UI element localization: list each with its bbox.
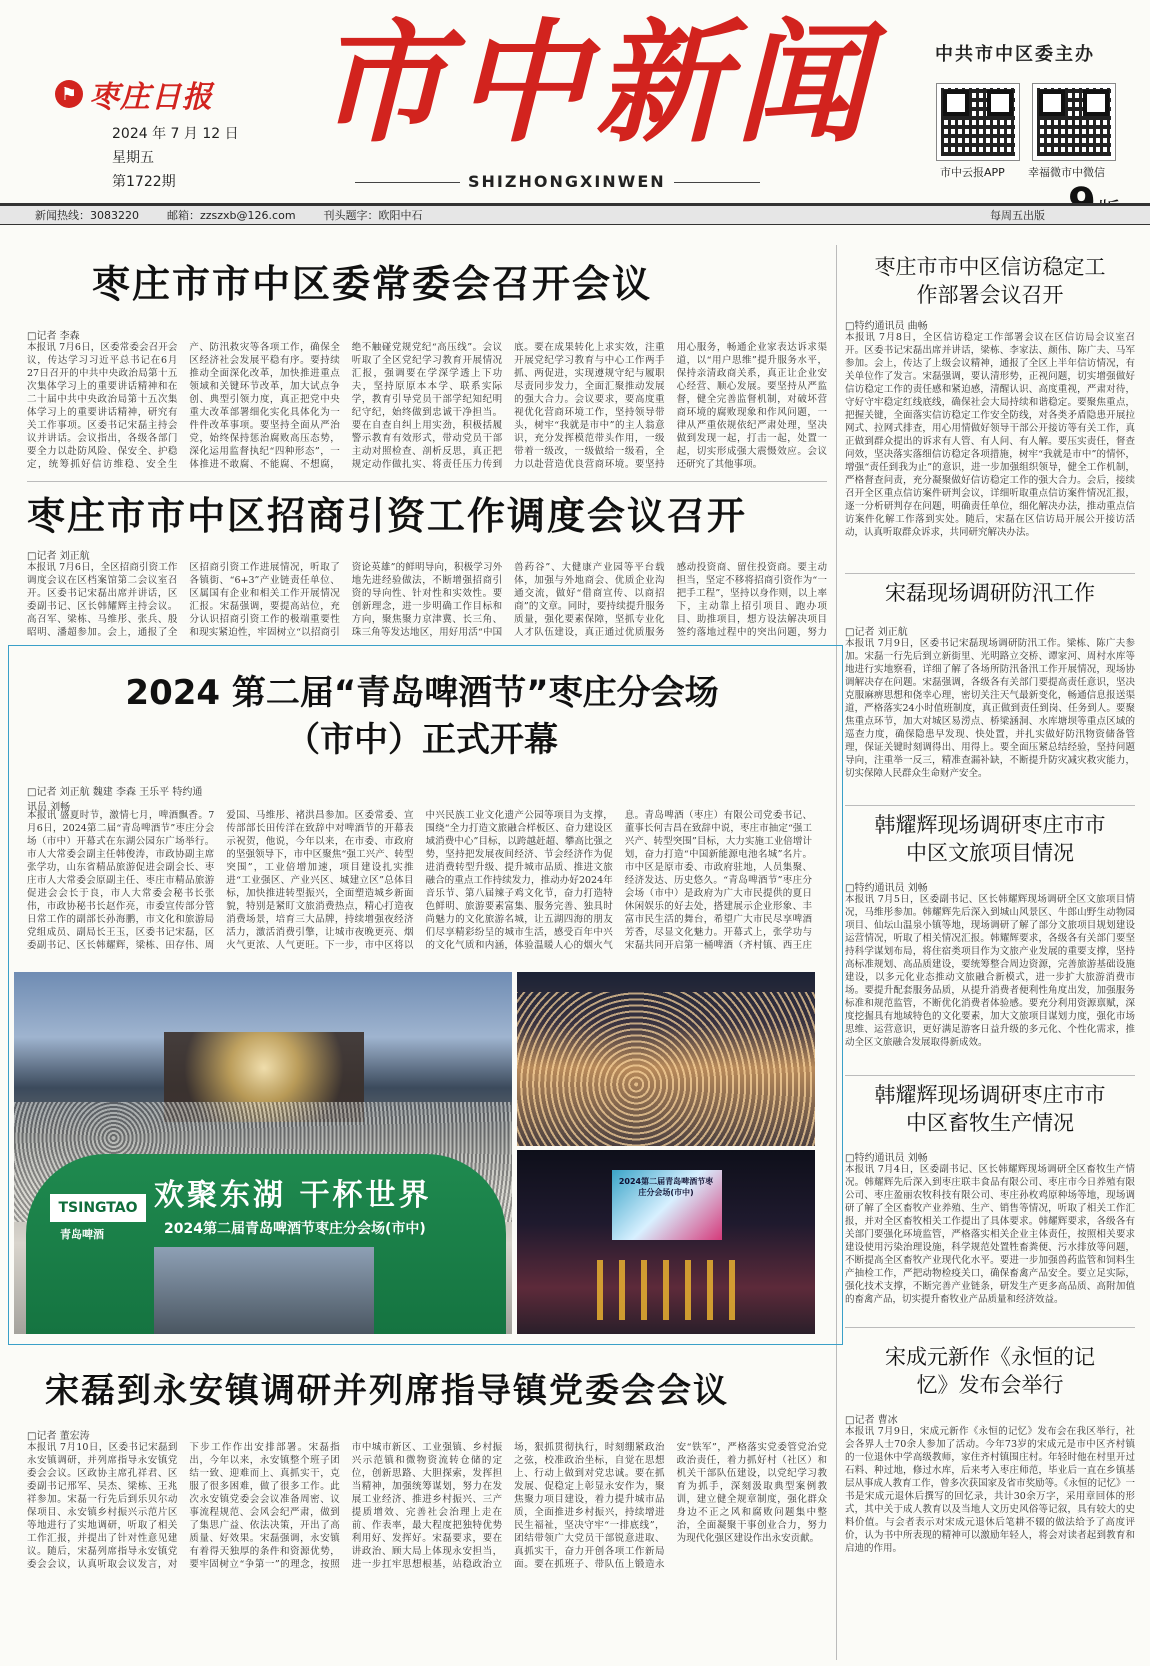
side5-byline: □记者 曹冰 [845,1415,898,1426]
newspaper-pinyin: SHIZHONGXINWEN [460,172,674,191]
tsingtao-logo-sub: 青岛啤酒 [60,1228,104,1241]
date-block [112,122,239,194]
daily-logo-icon: ⚑ [55,80,83,108]
issue-number: 第1722期 [112,174,176,190]
qr2-label: 幸福微市中微信 [1028,166,1105,179]
side5-body: 本报讯 7月9日，宋成元新作《永恒的记忆》发布会在我区举行，社会各界人士70余人参加了活动。今年73岁的宋成元是市中区齐村镇的一位退休中学高级教师，家住齐村镇围庄村。年轻时他在村里开过石料、种过地，修过水库，后来考入枣庄师范，毕业后一直在乡镇基层从事成人教育工作，曾多次获国家及省市奖励等。《永恒的记忆》一书是宋成元退休后撰写的回忆录，共计30余万字，采用章回体的形式，其中关于成人教育以及当地人文历史风俗等记叙，具有较大的史料价值。与会者表示对宋成元退休后笔耕不辍的做法给予了高度评价，认为书中所表现的精神可以激励年轻人，将会对读者起到教育和启迪的作用。 [845,1426,1135,1554]
inner-plaza [154,1247,374,1334]
daily-logo [55,72,213,116]
article4-title[interactable]: 宋磊到永安镇调研并列席指导镇党委会会议 [45,1371,729,1411]
rule [845,1327,1135,1328]
issue-date: 2024 年 7 月 12 日 [112,126,239,142]
rule [845,805,1135,806]
side1-body: 本报讯 7月8日，全区信访稳定工作部署会议在区信访局会议室召开。区委书记宋磊出席并讲话，梁栋、李家法、颜伟、陈广夫、马军参加。会上，传达了上级会议精神，通报了全区上半年信访情况，有关单位作了发言。宋磊强调，要认清形势，正视问题，切实增强做好信访稳定工作的责任感和紧迫感，清醒认识、高度重视，严肃对待，守好守牢稳定红线底线，确保社会大局持续和谐稳定。要聚焦重点，把握关键，全面落实信访稳定工作安全防线，对各类矛盾隐患开展拉网式、拉网式排查，用心用情做好领导干部公开接访等有关工作，真正做到群众提出的诉求有人管、有人问、有人解。要压实责任，督查问效，坚决落实落细信访稳定各项措施，树牢“我就是市中”的情怀，增强“责任到我为止”的意识，进一步加强组织领导，健全工作机制，严格督查问责，充分凝聚做好信访稳定工作的强大合力。会后，接续召开全区重点信访案件研判会议，详细听取重点信访案件情况汇报，逐一分析研判存在问题，明确责任单位，细化解决办法，推动重点信访案件化解工作落到实处。随后，宋磊在区信访局开展公开接访活动，认真听取群众诉求，共同研究解决办法。 [845,332,1135,538]
rule [845,573,1135,574]
side3-title[interactable]: 韩耀辉现场调研枣庄市市中区文旅项目情况 [874,813,1106,865]
article3-byline: □记者 刘正航 魏建 李森 王乐平 特约通讯员 刘畅 [27,787,203,813]
qr-code-app-icon[interactable] [937,84,1019,160]
performers [597,1260,747,1320]
daily-logo-text: 枣庄日报 [89,80,213,115]
arch-subtitle: 2024第二届青岛啤酒节枣庄分会场(市中) [164,1221,426,1237]
email[interactable]: 邮箱：zzszxb@126.com [167,209,296,222]
side1-title[interactable]: 枣庄市市中区信访稳定工作部署会议召开 [874,255,1106,307]
article3-title-line2[interactable]: （市中）正式开幕 [286,720,558,760]
qr-code-wechat-icon[interactable] [1033,84,1115,160]
sponsor: 中共市中区委主办 [935,44,1095,65]
article1-body: 本报讯 7月6日，区委常委会召开会议，传达学习习近平总书记在6月27日召开的中共中央政治局第十五次集体学习上的重要讲话精神和在二十届中共中央政治局第十五次集体学习上的重要讲话精神，研究有关工作事项。区委书记宋磊主持会议并讲话。会议指出，各级各部门要全力以赴防风险、保安全、护稳定，统筹抓好信访维稳、安全生产、防汛救灾等各项工作，确保全区经济社会发展平稳有序。要持续推动全面深化改革，加快推进重点领域和关键环节改革，加大试点争创、典型引领力度，真正把党中央重大改革部署细化实化具体化为一件件改革事项。要坚持全面从严治党，始终保持惩治腐败高压态势，深化运用监督执纪“四种形态”，一体推进不敢腐、不能腐、不想腐，绝不触碰党规党纪“高压线”。会议听取了全区党纪学习教育开展情况汇报，强调要在学深学透上下功夫，坚持原原本本学、联系实际学，教育引导党员干部学纪知纪明纪守纪，始终做到忠诚干净担当。要在自查自纠上用实劲，积极括履警示教育有效形式，带动党员干部主动对照检查、剖析反思，真正把规定动作做扎实、将责任压力传到底。要在成果转化上求实效，注重开展党纪学习教育与中心工作两手抓、两促进，实现遵规守纪与履职尽责同步发力，全面汇聚推动发展的强大合力。会议要求，要高度重视优化营商环境工作，坚持领导带头，树牢“我就是市中”的主人翁意识，充分发挥模范带头作用，一级带着一级改，一级做给一级看，全力以赴营造优良营商环境。要坚持用心服务，畅通企业家表达诉求渠道，以“用户思维”提升服务水平，保持亲清政商关系，真正让企业安心经营、顺心发展。要坚持从严监督，健全完善监督机制，对破坏营商环境的腐败现象和作风问题，一律从严重依规依纪严肃处理，坚决做到发现一起，打击一起，处置一起，切实形成强大震慑效应。会议还研究了其他事项。 [27,342,827,470]
article3-title-line1[interactable]: 2024 第二届“青岛啤酒节”枣庄分会场 [125,673,719,713]
side3-body: 本报讯 7月5日，区委副书记、区长韩耀辉现场调研全区文旅项目情况，马维彤参加。韩耀辉先后深入到城山风景区、牛郎山野生动物园项目、仙坛山温泉小镇等地，现场调研了解了部分文旅项目规划建设运营情况，听取了相关情况汇报。韩耀辉要求，各级各有关部门要坚持科学谋划布局，将住宿类项目作为文旅产业发展的重要支撑，坚持高标准规划、高品质建设，要统筹整合周边资源，完善旅游基础设施建设，以多元化业态推动文旅融合新模式，进一步扩大旅游消费市场。要提升配套服务品质，从提升消费者便利性角度出发，加强服务标准和规范监管，不断优化消费者体验感。要充分利用资源禀赋，深度挖掘具有地域特色的文化要素，加大文旅项目谋划力度，强化市场思维、运营意识，更好满足游客日益升级的多元化、个性化需求，推动全区文旅融合发展取得新成效。 [845,894,1135,1048]
issue-weekday: 星期五 [112,150,154,166]
article1-title[interactable]: 枣庄市市中区委常委会召开会议 [91,262,652,306]
title-inscription: 刊头题字：欧阳中石 [323,209,423,222]
side2-body: 本报讯 7月9日，区委书记宋磊现场调研防汛工作。梁栋、陈广夫参加。宋磊一行先后到立新街里、光明路立交桥、谭家河、周村水库等地进行实地察看，详细了解了各场所防汛备汛工作开展情况，现场协调解决存在问题。宋磊强调，各级各有关部门要提高责任意识，坚决克服麻痹思想和侥幸心理，密切关注天气最新变化，畅通信息报送渠道，严格落实24小时值班制度，真正做到责任到岗、任务到人。要聚焦重点环节，加大对城区易涝点、桥梁涵洞、水库塘坝等重点区域的巡查力度，确保隐患早发现、快处置，并扎实做好防汛物资储备管理，保证关键时刻调得出、用得上。要全面压紧总结经验，坚持问题导向，注重举一反三，精准查漏补缺，不断提升防灾减灾救灾能力，切实保障人民群众生命财产安全。 [845,638,1135,779]
side4-byline: □特约通讯员 刘畅 [845,1153,928,1164]
newspaper-title: 市中新闻 [315,6,875,161]
side2-title[interactable]: 宋磊现场调研防汛工作 [885,581,1095,605]
article2-byline: □记者 刘正航 [27,551,90,562]
rule [27,481,827,482]
article2-body: 本报讯 7月6日，全区招商引资工作调度会议在区档案馆第二会议室召开。区委书记宋磊出席并讲话，区委副书记、区长韩耀辉主持会议。高召军、梁栋、马维彤、张兵、殷昭明、潘超参加。会上，通报了全区招商引资工作进展情况，听取了各镇街、“6+3”产业链责任单位、区属国有企业和相关工作开展情况汇报。宋磊强调，要提高站位，充分认识招商引资工作的极端重要性和现实紧迫性，牢固树立“以招商引资论英雄”的鲜明导向，积极学习外地先进经验做法，不断增强招商引资的导向性、针对性和实效性。要创新理念，进一步明确工作目标和方向，聚焦聚力京津冀、长三角、珠三角等发达地区，用好用活“中国兽药谷”、大健康产业园等平台载体，加强与外地商会、优质企业沟通交流，做好“借商宣传、以商招商”的文章。同时，要持续提升服务质量，强化要素保障，坚抓专业化人才队伍建设，真正通过优质服务感动投资商、留住投资商。要主动担当，坚定不移将招商引资作为“一把手工程”，坚持以身作则，以上率下，主动靠上招引项目、跑办项目、助推项目，想方设法解决项目签约落地过程中的突出问题，努力 [27,562,827,638]
side2-byline: □记者 刘正航 [845,627,908,638]
arch-slogan: 欢聚东湖 干杯世界 [154,1178,432,1213]
article3-body: 本报讯 盛夏时节，激情七月，啤酒飘香。7月6日，2024第二届“青岛啤酒节”枣庄分会场（市中）开幕式在东湖公园东广场举行。市人大常委会副主任韩俊涛，市政协副主席张学功，山东省精品旅游促进会副会长、枣庄市人大常委会原副主任、枣庄市精品旅游促进会会长于良，市人大常委会秘书长张伟，市政协秘书长赵作亮，市委宣传部分管日常工作的副部长孙海鹏，市文化和旅游局党组成员、副局长王玉，区委书记宋磊，区委副书记、区长韩耀辉，梁栋、田存伟、周爱国、马维彤、褚洪昌参加。区委常委、宣传部部长田传洋在致辞中对啤酒节的开幕表示祝贺，他说，今年以来，在市委、市政府的坚强领导下，市中区聚焦“强工兴产、转型突围”，工业倍增加速，项目建设扎实推进“工业强区、产业兴区、城建立区”总体目标，加快推进转型振兴，全面塑造城乡新面貌，特别是紧盯文旅消费热点，精心打造夜消费场景，培育三大品牌，持续增强夜经济活力，激活消费引擎，让城市夜晚更亮、烟火气更浓、人气更旺。下一步，市中区将以中兴民族工业文化遗产公园等项目为支撑，围绕“全力打造文旅融合样板区、奋力建设区域消费中心”目标，以跨越赶超、攀高比强之势，坚持把发展夜间经济、节会经济作为促进消费转型升级、提升城市品质、推进文旅融合的重点工作持续发力，推动办好2024年音乐节、第八届辣子鸡文化节，奋力打造特色鲜明、旅游要素富集、服务完善、独具时尚魅力的文化旅游名城，让五湖四海的朋友们尽享精彩纷呈的城市生活，感受百年中兴的文化气质和内涵，体验温暖人心的烟火气息。青岛啤酒（枣庄）有限公司党委书记、董事长何吉昌在致辞中说，枣庄市抽定“强工兴产、转型突围”目标，大力实施工业倍增计划，奋力打造“中国新能源电池名城”名片。市中区是原市委、市政府驻地，人员集聚、经济发达、历史悠久。“青岛啤酒节”枣庄分会场（市中）是政府为广大市民提供的夏日休闲娱乐的好去处，搭建展示企业形象、丰富市民生活的舞台，希望广大市民尽享啤酒芳香，尽显文化魅力。开幕式上，张学功与宋磊共同开启第一桶啤酒（齐村镇、西王庄 [27,810,812,951]
side1-byline: □特约通讯员 曲畅 [845,321,928,332]
side3-byline: □特约通讯员 刘畅 [845,883,928,894]
tsingtao-logo: TSINGTAO [50,1194,146,1222]
side4-title[interactable]: 韩耀辉现场调研枣庄市市中区畜牧生产情况 [874,1083,1106,1135]
festival-stage-photo[interactable] [517,1150,815,1334]
stage-screen-text: 2024第二届青岛啤酒节枣庄分会场(市中) [618,1177,714,1197]
article4-body: 本报讯 7月10日，区委书记宋磊到永安镇调研，并列席指导永安镇党委会会议。区政协主席孔祥君、区委副书记邢军、吴杰、梁栋、王兆祥参加。宋磊一行先后到乐贝尔动保项目、永安镇乡村振兴示范片区等地进行了实地调研，听取了相关工作汇报，并提出了针对性意见建议。随后，宋磊列席指导永安镇党委会会议，认真听取会议发言，对下步工作作出安排部署。宋磊指出，今年以来，永安镇整个班子团结一致、迎难而上、真抓实干，克服了很多困难，做了很多工作。此次永安镇党委会会议准备周密、议事流程规范、会风会纪严肃，做到了集思广益、依法决策，开出了高质量、好效果。宋磊强调，永安镇有着得天独厚的条件和资源优势，要牢固树立“争第一”的理念，按照市中城市新区、工业强镇、乡村振兴示范镇和微物资流转仓储的定位，创新思路、大胆探索，发挥担当精神，加强统筹谋划，努力在发展工业经济、推进乡村振兴、三产提质增效、完善社会治理上走在前、作表率，最大程度把独特优势利用好、发挥好。宋磊要求，要在讲政治、顾大局上体现永安担当，进一步扛牢思想根基，站稳政治立场，狠抓贯彻执行，时刻绷紧政治之弦，校准政治坐标，自觉在思想上、行动上做到对党忠诚。要在抓发展、促稳定上彰显永安作为，聚焦聚力项目建设，着力提升城市品质，全面推进乡村振兴，持续增进民生福祉，坚决守牢“一排底线”，团结带领广大党员干部锐意进取、真抓实干，奋力开创各项工作新局面。要在抓班子、带队伍上锻造永安“铁军”，严格落实党委管党治党政治责任，着力抓好村（社区）和机关干部队伍建设，以党纪学习教育为抓手，深刻汲取典型案例教训，建立健全规章制度，强化群众身边不正之风和腐败问题集中整治，全面凝聚干事创业合力，努力为现代化强区建设作出永安贡献。 [27,1442,827,1570]
festival-main-photo[interactable] [14,972,512,1334]
publish-frequency: 每周五出版 [990,209,1045,222]
side4-body: 本报讯 7月4日，区委副书记、区长韩耀辉现场调研全区畜牧生产情况。韩耀辉先后深入到枣庄联丰食品有限公司、枣庄市今日养殖有限公司、枣庄盈丽农牧科技有限公司、枣庄孙枚鸡原种场等地，现场调研了解了全区畜牧产业养殖、生产、销售等情况，听取了相关工作汇报，并对全区畜牧相关工作提出了具体要求。韩耀辉要求，各级各有关部门要强化环境监管，严格落实相关企业主体责任，按照相关要求建设使用污染治理设施，科学规范处置牲畜粪便、污水排放等问题，不断提高全区畜牧产业现代化水平。要进一步加强兽药监管和饲料生产抽检工作，严把动物检疫关口，确保畜禽产品安全。要立足实际，强化技术支撑，不断完善产业链条，研发生产更多高品质、高附加值的畜禽产品，切实提升畜牧业产品质量和经济效益。 [845,1164,1135,1305]
qr1-label: 市中云报APP [940,166,1005,179]
rule [845,1075,1135,1076]
masthead [0,0,1150,190]
festival-night-photo[interactable] [517,972,815,1146]
article2-title[interactable]: 枣庄市市中区招商引资工作调度会议召开 [27,494,748,538]
article1-byline: □记者 李森 [27,331,80,342]
info-bar [0,203,1150,225]
news-hotline: 新闻热线：3083220 [35,209,139,222]
article4-byline: □记者 董宏涛 [27,1431,90,1442]
night-lights [517,992,815,1146]
side5-title[interactable]: 宋成元新作《永恒的记忆》发布会举行 [885,1345,1095,1397]
